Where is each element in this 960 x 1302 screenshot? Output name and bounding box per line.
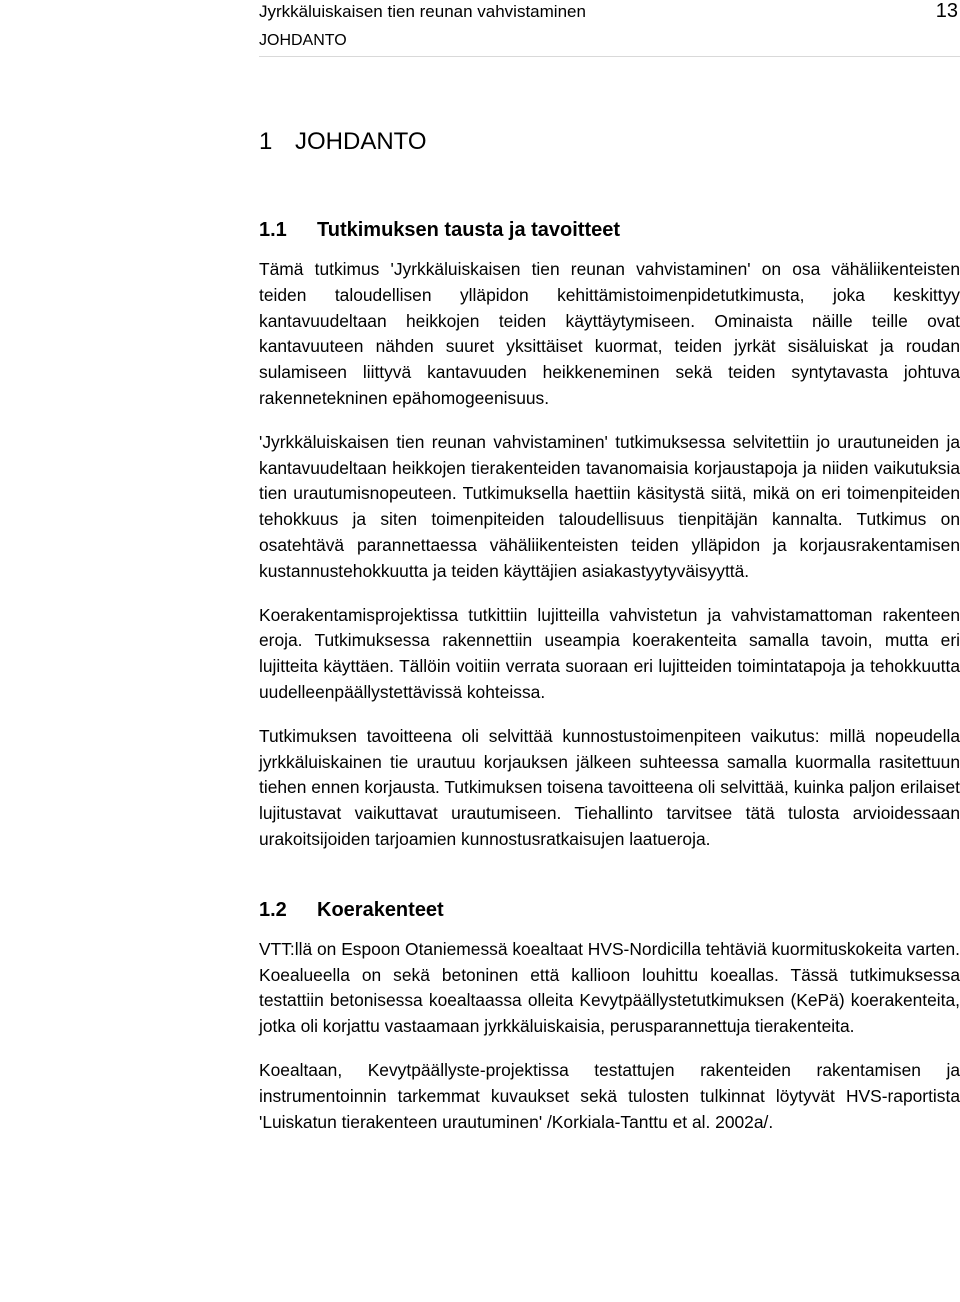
running-header — [259, 0, 960, 58]
chapter-number: 1 — [259, 128, 273, 155]
page-number: 13 — [935, 0, 958, 22]
header-document-title: Jyrkkäluiskaisen tien reunan vahvistaminen — [259, 2, 586, 21]
section-title: Koerakenteet — [317, 898, 444, 921]
paragraph: Koerakentamisprojektissa tutkittiin lujitteilla vahvistetun ja vahvistamattoman rakenteen eroja. Tutkimuksessa rakennettiin useampia koerakenteita samalla tavoin, mutta eri lujitteita käyttäen. Tällöin voitiin verrata suoraan eri lujitteiden toimintatapoja ja tehokkuutta uudelleenpäällystettävissä kohteissa. — [259, 604, 960, 702]
header-divider — [259, 56, 960, 57]
paragraph: Tutkimuksen tavoitteena oli selvittää kunnostustoimenpiteen vaikutus: millä nopeudella jyrkkäluiskainen tie urautuu korjauksen jälkeen suhteessa samalla kuormalla rasitettuun tiehen ennen korjausta. Tutkimuksen toisena tavoitteena oli selvittää, kuinka paljon erilaiset lujitustavat vaikuttavat urautumiseen. Tiehallinto tarvitsee tätä tulosta arvioidessaan urakoitsijoiden tarjoamien kunnostusratkaisujen laatueroja. — [259, 725, 960, 849]
section-number: 1.1 — [259, 219, 287, 241]
paragraph: Koealtaan, Kevytpäällyste-projektissa testattujen rakenteiden rakentamisen ja instrumentoinnin tarkemmat kuvaukset sekä tulosten tulkinnat löytyvät HVS-raportista 'Luiskatun tierakenteen urautuminen' /Korkiala-Tanttu et al. 2002a/. — [259, 1059, 960, 1132]
page-content — [259, 122, 960, 1153]
paragraph: Tämä tutkimus 'Jyrkkäluiskaisen tien reunan vahvistaminen' on osa vähäliikenteisten teiden taloudellisen ylläpidon kehittämistoimenpidetutkimusta, joka keskittyy kantavuudeltaan heikkojen teiden käyttäytymiseen. Ominaista näille teille ovat kantavuuteen nähden suuret yksittäiset kuormat, teiden jyrkät sisäluiskat ja roudan sulamiseen liittyvä kantavuuden heikkeneminen sekä teiden syntytavasta johtuva rakennetekninen epähomogeenisuus. — [259, 259, 960, 408]
chapter-title: JOHDANTO — [295, 128, 427, 155]
section-heading-1-1 — [259, 217, 960, 243]
header-section-name: JOHDANTO — [259, 32, 347, 49]
section-heading-1-2 — [259, 897, 960, 923]
section-title: Tutkimuksen tausta ja tavoitteet — [317, 219, 621, 241]
chapter-heading — [259, 122, 960, 162]
section-number: 1.2 — [259, 898, 287, 921]
paragraph: VTT:llä on Espoon Otaniemessä koealtaat HVS-Nordicilla tehtäviä kuormituskokeita varten. Koealueella on sekä betoninen että kallioon louhittu koeallas. Tässä tutkimuksessa testattiin betonisessa koealtaassa olleita Kevytpäällystetutkimuksen (KePä) koerakenteita, jotka oli korjattu vastaamaan jyrkkäluiskaisia, perusparannettuja tierakenteita. — [259, 938, 960, 1037]
paragraph: 'Jyrkkäluiskaisen tien reunan vahvistaminen' tutkimuksessa selvitettiin jo urautuneiden ja kantavuudeltaan heikkojen tierakenteiden tavanomaisia korjaustapoja ja niiden vaikutuksia tien urautumisnopeuteen. Tutkimuksella haettiin käsitystä siitä, mikä on eri toimenpiteiden tehokkuus ja siten toimenpiteiden taloudellisuus tienpitäjän kannalta. Tutkimus on osatehtävä parannettaessa vähäliikenteisten teiden ylläpidon ja korjausrakentamisen kustannustehokkuutta ja teiden käyttäjien asiakastyytyväisyyttä. — [259, 431, 960, 581]
